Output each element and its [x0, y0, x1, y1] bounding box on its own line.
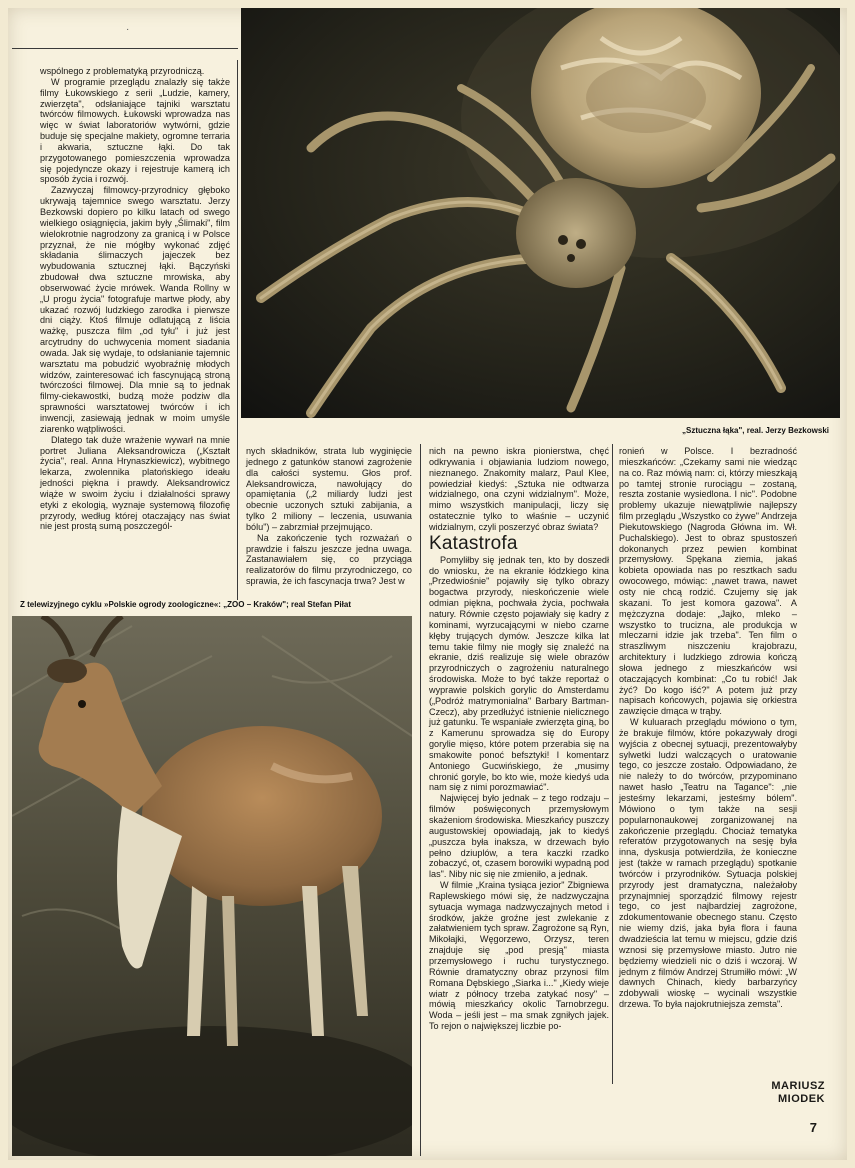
magazine-page: [8, 8, 847, 1160]
spider-photo: [241, 8, 840, 418]
paragraph: nych składników, strata lub wyginięcie jednego z gatunków stanowi zagrożenie dla całości systemu. Głos prof. Aleksandrowicza, nawołujący do opamiętania („2 miliardy ludzi jest obecnie uczonych sztuki zabijania, a tylko 2 miliony – leczenia, usuwania bólu") – zabrzmiał przejmująco.: [246, 446, 412, 532]
column-1: [40, 66, 230, 532]
deer-photo: [12, 616, 412, 1156]
column-rule: [612, 444, 613, 1084]
paragraph: wspólnego z problematyką przyrodniczą.: [40, 66, 205, 76]
page-number: 7: [809, 1120, 817, 1135]
column-2: [246, 446, 412, 587]
paragraph: W filmie „Kraina tysiąca jezior" Zbigniewa Raplewskiego mówi się, że nadzwyczajna sytuacja wymaga nadzwyczajnych metod i środków, jakże groźne jest zwlekanie z załatwieniem tych spraw. Zagrożone są Ryn, Mikołajki, Węgorzewo, Orzysz, teren znajduje się „pod presją" miasta przemysłowego i ruchu turystycznego. Równie dramatyczny obraz przynosi film Romana Dębskiego „Siarka i..." „Kiedy wieje wiatr z północy trzeba zatykać nosy" – mówią mieszkańcy okolic Tarnobrzegu. Woda – jeśli jest – ma smak zgniłych jajek. To rejon o największej liczbie po-: [429, 880, 609, 1032]
paragraph: W programie przeglądu znalazły się także filmy Łukowskiego z serii „Ludzie, kamery, zwierzęta", odsłaniające tajniki warsztatu twórców filmowych. Łukowski wprowadza nas więc w świat laboratoriów wytwórni, gdzie buduje się specjalne makiety, ogromne terraria i akwaria, sztuczne łąki. Do tak przygotowanego pomieszczenia wprowadza się pojedyncze okazy i rejestruje kamerą ich sposób życia i rozwój.: [40, 76, 230, 185]
zoo-caption: Z telewizyjnego cyklu »Polskie ogrody zoologiczne«: „ZOO – Kraków"; real Stefan Piłat: [20, 600, 351, 609]
column-rule: [237, 60, 238, 600]
print-mark: ·: [126, 24, 130, 35]
paragraph: W kuluarach przeglądu mówiono o tym, że brakuje filmów, które pokazywały drogi wyjścia z obecnej sytuacji, prezentowałyby sylwetki ludzi walczących o uratowanie tego, co jeszcze zostało. Odpowiadano, że nie należy to do twórców, przypominano nawet hasło „Teatru na Tagance": „nie jesteśmy lekarzami, jesteśmy bólem". Mówiono o tym także na sesji popularnonaukowej zorganizowanej na zakończenie przeglądu. Chociaż tematyka referatów przygotowanych na sesję była inna, dyskusja potwierdziła, że konieczne jest (także w ramach przeglądu) spotkanie twórców i przyrodników. Sytuacja polskiej przyrody jest dramatyczna, należałoby przynajmniej sporządzić filmowy rejestr tego, co jest najbardziej zagrożone, zdokumentowanie obecnego stanu. Często nie wiemy dziś, jaka była flora i fauna dwadzieścia lat temu w miejscu, gdzie dziś wznosi się przemysłowe miasto. Jutro nie będziemy wiedzieli nic o dziś i wczoraj. W jednym z filmów Andrzej Strumiłło mówi: „W dawnych Chinach, kiedy barbarzyńcy zdobywali wioskę – wycinali wszystkie drzewa. To była najokrutniejsza zemsta".: [619, 717, 797, 1010]
top-rule: [12, 48, 238, 49]
paragraph: Najwięcej było jednak – z tego rodzaju – filmów poświęconych przemysłowym skażeniom środowiska. Mieszkańcy puszczy augustowskiej opowiadają, jak to kiedyś „puszcza była inaksza, w drzewach było pełno dziuplów, a tera kaczki rzadko zobaczyć, ot, czasem borowiki wypadną pod las". Niby nic się nie zmieniło, a jednak.: [429, 793, 609, 880]
column-3: [429, 446, 609, 1032]
column-rule: [420, 444, 421, 1156]
author-signature: [771, 1080, 825, 1106]
author-first-name: MARIUSZ: [771, 1080, 825, 1092]
paragraph: Pomyliłby się jednak ten, kto by doszedł do wniosku, że na ekranie łódzkiego kina „Przedwiośnie" pojawiły się tylko obrazy bogactwa przyrody, nieskończenie wiele odmian piękna, pochwała życia, pochwała natury. Równie często pojawiały się kadry z kominami, wyrzucającymi w niebo czarne kłęby trujących dymów. Jeszcze kilka lat temu takie filmy nie mogły się znaleźć na ekranie, dziś realizuje się wiele obrazów przyrodniczych o zagrożeniu naturalnego środowiska. Może to być także reportaż o wyprawie polskich gorylic do Amsterdamu („Podróż matrymonialna" Barbary Bartman-Czecz), aby przedłużyć istnienie nielicznego już gatunku. Te wspaniałe zwierzęta giną, bo z Kamerunu sprowadza się do Europy gorylie mięso, które potem przerabia się na smakowite ponoć befsztyki! I komentarz Antoniego Gucwińskiego, że „musimy chronić goryle, bo kto wie, może kiedyś uda nam się z nimi porozmawiać".: [429, 554, 609, 793]
paragraph: Dlatego tak duże wrażenie wywarł na mnie portret Juliana Aleksandrowicza („Kształt życia", real. Anna Hrynaszkiewicz), wybitnego lekarza, zwolennika platońskiego ideału jedności piękna i prawdy. Aleksandrowicz wiąże w swoim życiu i działalności sprawy etyki z ekologią, wyznaje systemową filozofię przyrody, według której otaczający nas świat nie jest prostą sumą poszczegól-: [40, 434, 230, 532]
paragraph: Zazwyczaj filmowcy-przyrodnicy głęboko ukrywają tajemnice swego warsztatu. Jerzy Bezkowski dopiero po kilku latach od swego wielkiego osiągnięcia, jakim były „Ślimaki", film wielokrotnie nagrodzony za granicą i w Polsce przyznał, że nie mógłby wykonać zdjęć składania ślimaczych jajeczek bez wybudowania sztucznej łąki. Bączyński zbudował dwa sztuczne mrowiska, aby obserwować życie mrówek. Wanda Rollny w „U progu życia" fotografuje martwe płody, aby ukazać rozwój ludzkiego zarodka i pierwsze dni ciąży. Ktoś filmuje odlatującą z liścia ważkę, puszcza film „od tyłu" i już jest arcytrudny do uchwycenia moment siadania owada. Jak się wydaje, to odsłanianie tajemnic warsztatu ma pobudzić wyobraźnię młodych widzów, zainteresować ich fascynującą stroną twórczości filmowej. Dla mnie są to jednak filmy-ciekawostki, budzą może podziw dla sprawności warsztatowej twórców i ich inwencji, zasiewają jednak w moim umyśle ziarenko wątpliwości.: [40, 185, 230, 434]
spider-caption: „Sztuczna łąka", real. Jerzy Bezkowski: [682, 426, 829, 435]
paragraph: ronień w Polsce. I bezradność mieszkańców: „Czekamy sami nie wiedząc na co. Raz mówią nam: ci, którzy mieszkają po tamtej stronie rurociągu – zostaną, reszta zostanie wysiedlona. I nic". Podobne problemy ukazuje niewątpliwie najlepszy film przeglądu „Wszystko co żywe" Andrzeja Piekutowskiego (Nagroda Główna im. Wł. Puchalskiego). Jest to obraz spustoszeń dokonanych przez pewien kombinat przemysłowy. Spękana ziemia, jakaś kobieta opowiada nas po resztkach sadu owocowego, mówiąc: „nawet trawa, nawet osty nie chcą rodzić. Czujemy się jak skazani. To jest komora gazowa". A mężczyzna dodaje: „Jajko, mleko – wszystko to trucizna, ale produkcja w mleczarni idzie jak trzeba". Ten film o straszliwym niszczeniu krajobrazu, architektury i ludzkiego zdrowia kończą słowa jednego z mieszkańców wsi otaczających kombinat: „Co tu robić! Jak żyć? Do kogo iść?" A potem już przy napisach końcowych, pojawia się orkiestra zawzięcie dmąca w trąby.: [619, 446, 797, 717]
author-last-name: MIODEK: [778, 1093, 825, 1105]
paragraph: nich na pewno iskra pionierstwa, chęć odkrywania i objawiania ludziom nowego, nieznanego. Znakomity malarz, Paul Klee, powiedział kiedyś: „Sztuka nie odtwarza widzialnego, ona czyni widzialnym". Może, mimo wszystkich manipulacji, liczy się ostatecznie tylko to właśnie – uczynić widzialnym, czyli poszerzyć obraz świata?: [429, 446, 609, 532]
column-4: [619, 446, 797, 1010]
section-heading: Katastrofa: [429, 532, 518, 554]
paragraph: Na zakończenie tych rozważań o prawdzie i fałszu jeszcze jedna uwaga. Zastanawiałem się, co przyciąga realizatorów do filmu przyrodniczego, co sprawia, że ich fascynacja trwa? Jest w: [246, 532, 412, 587]
